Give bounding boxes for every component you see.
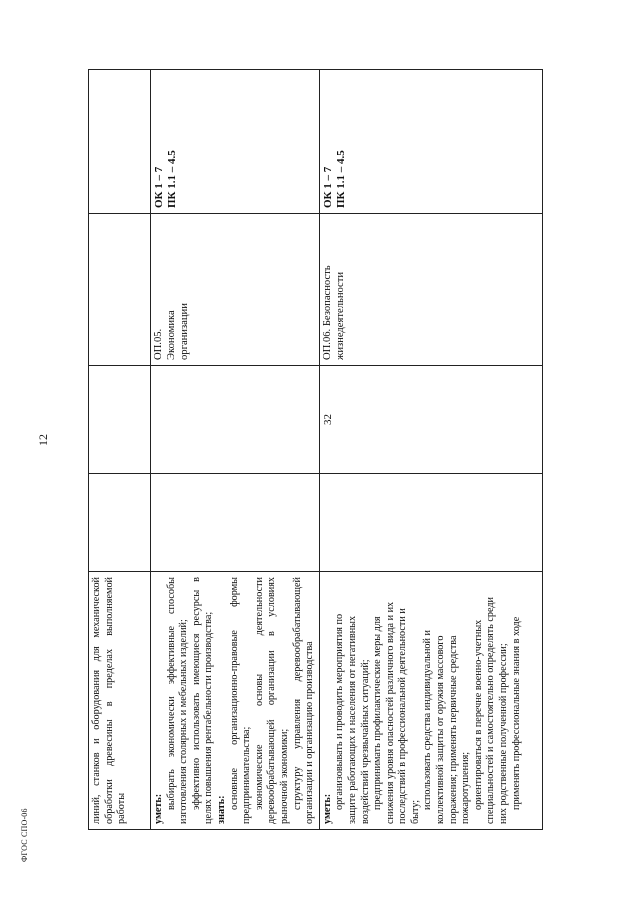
content-line: защите работающих и населения от негативных [346,615,358,824]
content-line: работы [116,792,128,824]
discipline-line: Экономика [165,310,177,360]
content-cell [89,572,151,830]
content-line: организации и организацию производства [304,641,316,824]
content-line: снижения уровня опасностей различного вида и их [384,601,396,824]
discipline-line: жизнедеятельности [334,271,346,360]
content-line: предпринимать профилактические меры для [372,616,384,810]
empty-cell [151,474,320,572]
content-heading: уметь: [321,793,333,824]
curriculum-table [88,69,543,830]
competency-line: ОК 1 – 7 [321,166,334,208]
content-cell [151,572,320,830]
content-line: специальностей и самостоятельно определять среди [485,596,497,824]
content-line: воздействий чрезвычайных ситуаций; [359,659,371,824]
content-line: структуру управления деревообрабатывающей [291,577,303,810]
competencies-cell [151,70,320,214]
rotated-table-container [88,70,541,830]
content-cell [319,572,542,830]
content-line: выбирать экономически эффективные способы [165,577,177,810]
hours-cell [151,366,320,474]
content-line: пожаротушения; [460,751,472,824]
discipline-line: ОП.05. [153,328,164,360]
discipline-line: ОП.06. Безопасность [321,265,333,360]
hours-cell [89,366,151,474]
content-line: эффективно использовать имеющиеся ресурсы в [190,577,202,810]
competencies-cell [319,70,542,214]
competency-line: ПК 1.1 – 4.5 [166,150,178,208]
content-line: основные организационно-правовые формы [228,577,240,810]
table-row [151,70,320,830]
content-line: рыночной экономики; [278,728,290,824]
competency-line: ОК 1 – 7 [153,166,165,208]
content-line: последствий в профессиональной деятельности и [397,608,409,824]
content-line: поражения; применять первичные средства [447,635,459,824]
empty-cell [89,474,151,572]
competency-line: ПК 1.1 – 4.5 [334,150,347,208]
content-line: деревообрабатывающей организации в условиях [266,577,278,824]
content-line: коллективной защиты от оружия массового [435,635,447,824]
table-row [319,70,542,830]
discipline-cell [319,214,542,366]
content-line: изготовления столярных и мебельных изделий; [178,619,190,824]
page-number: 12 [36,434,50,446]
discipline-line: организации [178,303,190,360]
table-row [89,70,151,830]
content-line: экономические основы деятельности [253,577,265,810]
discipline-cell [151,214,320,366]
content-line: ориентироваться в перечне военно-учетных [472,619,484,810]
hours-value: 32 [321,414,334,425]
content-line: линий, станков и оборудования для механической [91,577,102,824]
content-line: предпринимательства; [241,726,253,824]
content-line: них родственные полученной профессии; [498,643,510,824]
hours-cell [319,366,542,474]
competencies-cell [89,70,151,214]
content-heading: знать: [215,795,227,824]
empty-cell [319,474,542,572]
document-footer: ФГОС СПО-06 [20,808,29,862]
content-line: обработки древесины в пределах выполняемой [103,577,115,824]
content-line: организовывать и проводить мероприятия по [334,613,346,810]
content-line: быту; [409,799,421,824]
discipline-cell [89,214,151,366]
content-line: целях повышения рентабельности производства; [203,611,215,824]
content-heading: уметь: [153,793,164,824]
content-line: применять профессиональные знания в ходе [510,616,522,810]
content-line: использовать средства индивидуальной и [422,630,434,810]
